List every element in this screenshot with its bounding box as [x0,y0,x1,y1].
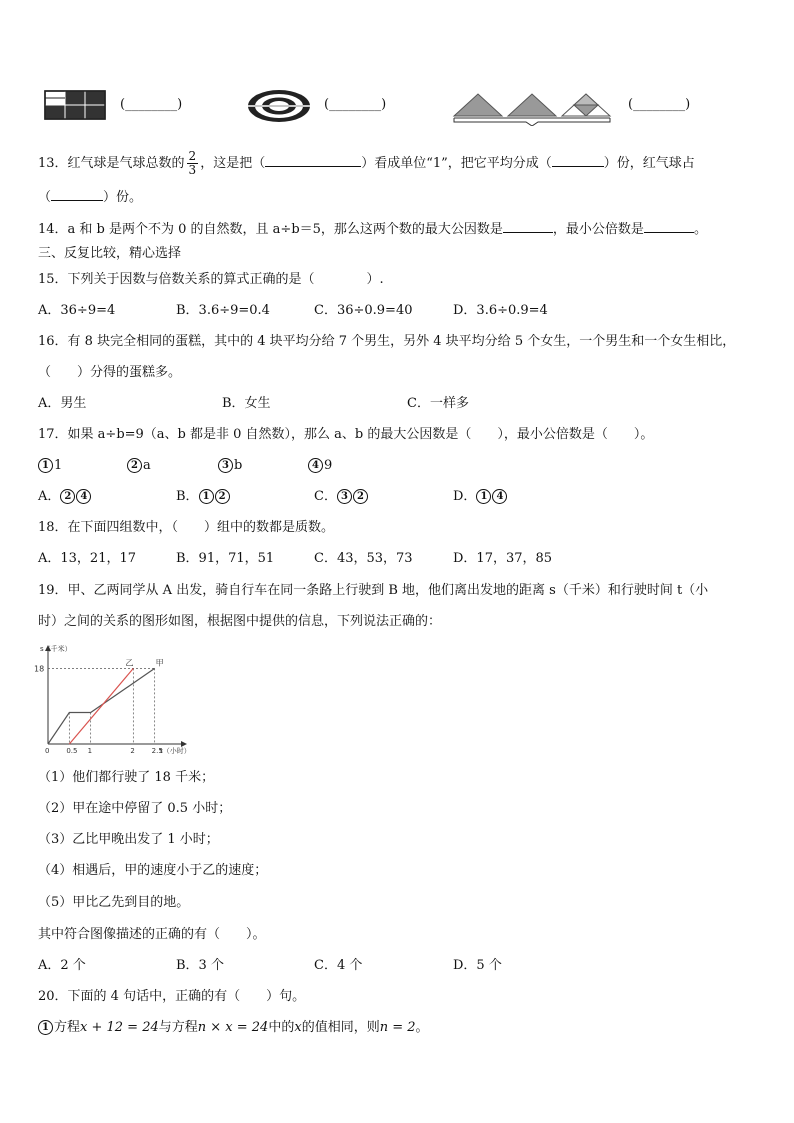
q17-option-d-mark2: 4 [492,489,507,504]
q15-option-c[interactable]: C．36÷0.9=40 [314,303,413,318]
q19-ask: 其中符合图像描述的正确的有（ ）。 [38,927,266,942]
q13-line1 [38,150,695,177]
q20-item1-eq2: n × x = 24 [197,1020,269,1035]
q17-choice-4-mark: 4 [308,458,323,473]
q16-line2: （ ）分得的蛋糕多。 [38,365,182,380]
q15-text: 15．下列关于因数与倍数关系的算式正确的是（ ）. [38,272,384,287]
q13-prefix: 13．红气球是气球总数的 [38,156,185,171]
q17-option-c[interactable] [314,488,369,506]
q13-mid2: ）看成单位“1”，把它平均分成（ [361,156,552,171]
q20-item1-b: 与方程 [158,1020,198,1035]
q17-choice-2-mark: 2 [127,458,142,473]
q17-option-a-mark2: 4 [76,489,91,504]
q14-blank-gcd[interactable] [503,219,553,233]
q13-blank-unit[interactable] [265,153,361,167]
q16-option-c[interactable]: C．一样多 [407,396,469,411]
q20-item1-d: 的值相同，则 [301,1020,380,1035]
q20-item1-eq1: x + 12 = 24 [80,1020,159,1035]
q20-item1-mark: 1 [38,1020,53,1035]
q18-text: 18．在下面四组数中，（ ）组中的数都是质数。 [38,520,335,535]
series-label-1: 甲 [155,658,164,668]
series-label-2: 乙 [125,658,134,668]
q20-text: 20．下面的 4 句话中，正确的有（ ）句。 [38,989,306,1004]
q17-option-c-mark2: 2 [353,489,368,504]
q17-choice-2 [127,457,151,475]
q19-option-c[interactable]: C．4 个 [314,958,363,973]
q15-option-a[interactable]: A．36÷9=4 [38,303,116,318]
q17-option-b-mark2: 2 [215,489,230,504]
q19-distance-time-chart [34,640,194,756]
x-tick-label: 1 [87,747,93,755]
q19-statement-4: （4）相遇后，甲的速度小于乙的速度； [38,863,268,878]
q17-choice-1-mark: 1 [38,458,53,473]
q13-line2 [38,187,142,207]
q13-mid: ，这是把（ [200,156,266,171]
x-tick-label: 2.5 [151,747,163,755]
q17-choice-3-mark: 3 [218,458,233,473]
q17-choice-4-text: 9 [324,458,333,473]
q19-option-a[interactable]: A．2 个 [38,958,86,973]
q18-option-b[interactable]: B．91，71，51 [176,551,275,566]
q18-option-a[interactable]: A．13，21，17 [38,551,137,566]
q19-line1: 19．甲、乙两同学从 A 出发，骑自行车在同一条路上行驶到 B 地，他们离出发地的距离 s（千米）和行驶时间 t（小 [38,583,709,598]
q19-line2: 时）之间的关系的图形如图，根据图中提供的信息，下列说法正确的： [38,614,442,629]
q14-end: 。 [693,222,707,237]
q16-line1: 16．有 8 块完全相同的蛋糕，其中的 4 块平均分给 7 个男生，另外 4 块平均分给 5 个女生，一个男生和一个女生相比， [38,334,736,349]
q17-option-b-label: B． [176,489,199,504]
q17-option-d-label: D． [453,489,477,504]
q20-item1-a: 方程 [54,1020,81,1035]
q17-choice-3-text: b [234,458,243,473]
q14-line [38,219,707,239]
q17-choice-4 [308,457,332,475]
q17-option-b-mark1: 1 [199,489,214,504]
q13-mid3: ）份，红气球占 [603,156,695,171]
y-axis-label: s（千米） [40,645,72,653]
q17-option-a-label: A． [38,489,61,504]
x-tick-label: 2 [130,747,135,755]
q20-item1-c: 中的 [268,1020,295,1035]
q14-mid: ，最小公倍数是 [552,222,644,237]
q13-blank-count[interactable] [51,187,103,201]
q20-item-1 [38,1019,429,1037]
q17-option-b[interactable] [176,488,231,506]
fig2-answer-blank[interactable]: (________) [324,97,387,112]
q19-statement-2: （2）甲在途中停留了 0.5 小时； [38,801,232,816]
section-heading: 三、反复比较，精心选择 [38,246,182,261]
x-axis-label: t（小时） [160,747,191,755]
q14-blank-lcm[interactable] [644,219,694,233]
q17-option-c-label: C． [314,489,337,504]
ring-figure [246,88,312,128]
q17-option-a[interactable] [38,488,92,506]
q13-frac-num: 2 [188,149,197,163]
fig3-answer-blank[interactable]: (________) [628,97,691,112]
q19-option-d[interactable]: D．5 个 [453,958,502,973]
fig1-answer-blank[interactable]: (________) [120,97,183,112]
q20-item1-x: x [294,1020,302,1035]
triangles-figure [452,92,614,130]
q18-option-c[interactable]: C．43，53，73 [314,551,413,566]
grid-figure [44,90,106,124]
q19-statement-1: （1）他们都行驶了 18 千米； [38,770,215,785]
q16-option-a[interactable]: A．男生 [38,396,87,411]
q19-option-b[interactable]: B．3 个 [176,958,224,973]
q13-open: （ [38,190,52,205]
y-tick-label: 18 [34,664,45,674]
q15-option-d[interactable]: D．3.6÷0.9=4 [453,303,548,318]
q17-text: 17．如果 a÷b=9（a、b 都是非 0 自然数），那么 a、b 的最大公因数是（ ），最小公倍数是（ ）。 [38,427,654,442]
q16-option-b[interactable]: B．女生 [222,396,271,411]
q13-frac-den: 3 [188,163,197,177]
x-tick-label: 0.5 [66,747,78,755]
q17-choice-1-text: 1 [54,458,63,473]
q13-close: ）份。 [103,190,143,205]
q20-item1-e: 。 [415,1020,429,1035]
q17-choice-3 [218,457,242,475]
q17-option-d-mark1: 1 [476,489,491,504]
q17-option-a-mark1: 2 [60,489,75,504]
series-line-2 [69,668,133,744]
q18-option-d[interactable]: D．17，37，85 [453,551,553,566]
q17-option-c-mark1: 3 [337,489,352,504]
q17-option-d[interactable] [453,488,508,506]
q17-choice-1 [38,457,62,475]
q19-statement-5: （5）甲比乙先到目的地。 [38,895,190,910]
q13-fraction [187,150,199,177]
q19-statement-3: （3）乙比甲晚出发了 1 小时； [38,832,219,847]
q15-option-b[interactable]: B．3.6÷9=0.4 [176,303,270,318]
q17-choice-2-text: a [143,458,151,473]
q13-blank-parts[interactable] [552,153,604,167]
q20-item1-eq3: n = 2 [379,1020,416,1035]
x-tick-label: 0 [45,747,50,755]
q14-text: 14．a 和 b 是两个不为 0 的自然数，且 a÷b＝5，那么这两个数的最大公因数是 [38,222,503,237]
